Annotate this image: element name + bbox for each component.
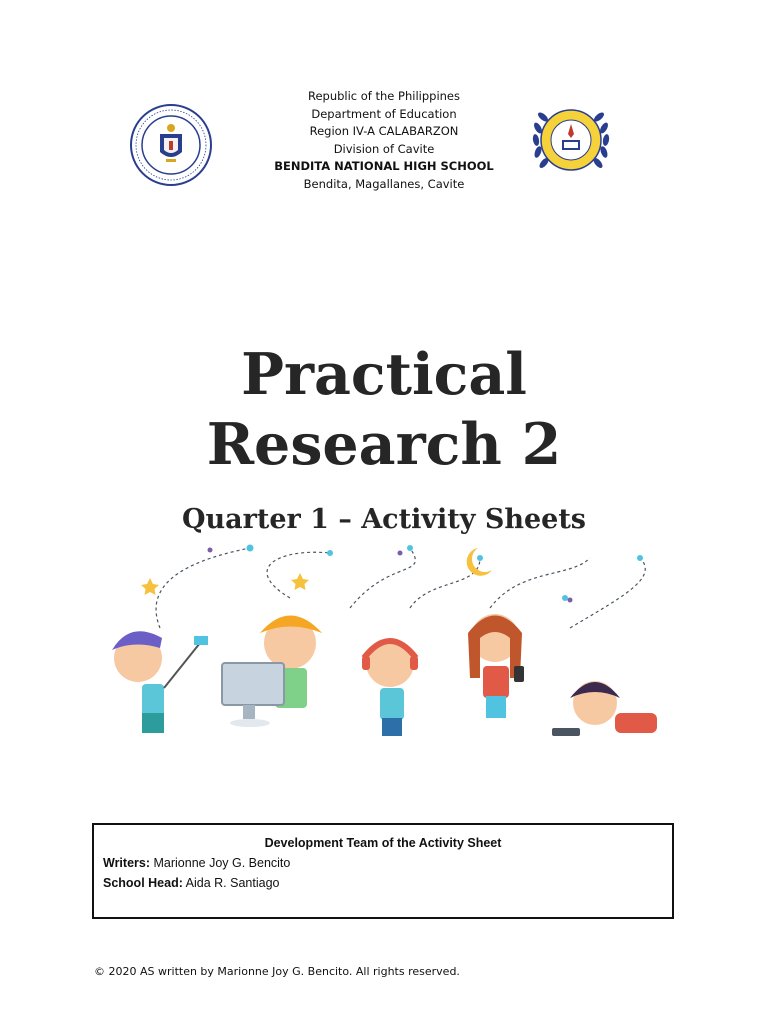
header-address: Bendita, Magallanes, Cavite [303,176,465,191]
copyright-notice: © 2020 AS written by Marionne Joy G. Bencito. All rights reserved. [94,965,460,978]
header-school: BENDITA NATIONAL HIGH SCHOOL [274,159,494,173]
writers-row [103,856,672,870]
school-head-label: School Head: [103,876,183,890]
institution-header [0,88,768,193]
writers-label: Writers: [103,856,151,870]
school-head-value: Aida R. Santiago [182,876,280,890]
school-seal-logo [527,102,615,180]
header-department: Department of Education [311,106,457,121]
header-region: Region IV-A CALABARZON [309,124,459,138]
development-team-box [92,823,674,919]
document-subtitle: Quarter 1 – Activity Sheets [181,504,586,535]
writers-value: Marionne Joy G. Bencito [150,856,291,870]
title-line-2: Research 2 [206,411,562,478]
school-head-row [103,876,672,890]
title-line-1: Practical [241,341,527,408]
header-republic: Republic of the Philippines [307,89,461,103]
deped-seal-logo [130,104,212,186]
dev-team-heading: Development Team of the Activity Sheet [264,836,502,850]
children-technology-illustration [100,538,670,760]
header-division: Division of Cavite [333,141,435,156]
document-title [0,340,768,480]
